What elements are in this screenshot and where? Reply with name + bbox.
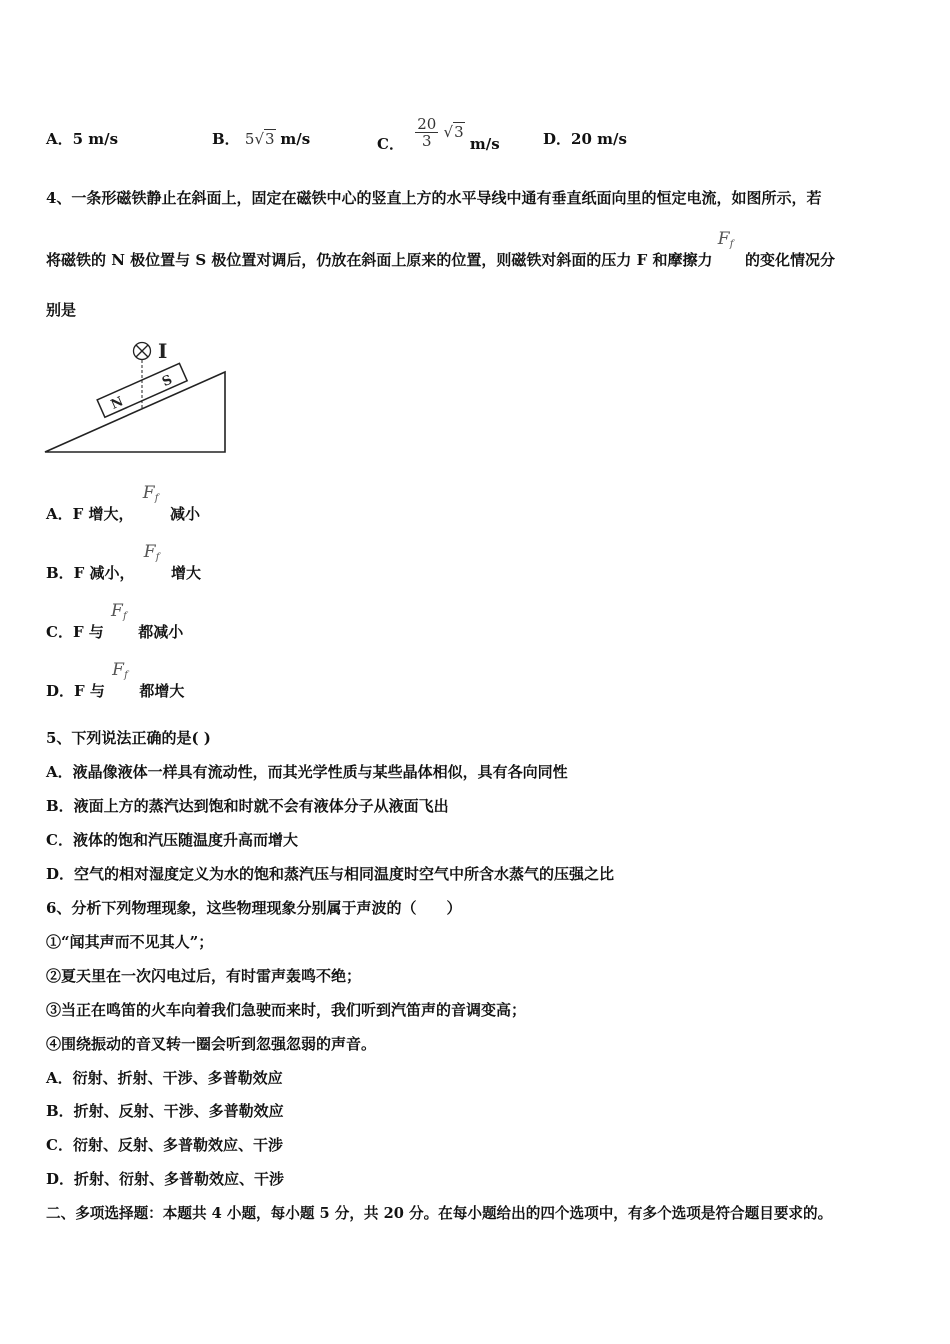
q6-stem: 6、分析下列物理现象，这些物理现象分别属于声波的（ ） bbox=[46, 899, 462, 917]
q5-stem: 5、下列说法正确的是( ) bbox=[46, 729, 211, 747]
q3-option-d: D．20 m/s bbox=[543, 130, 627, 148]
q3-option-b-unit: m/s bbox=[280, 130, 311, 148]
friction-force-symbol: F f bbox=[143, 542, 160, 563]
q3-option-c-denominator: 3 bbox=[421, 132, 432, 150]
q4-option-b-text-1: B．F 减小， bbox=[46, 564, 135, 582]
q6-item-2: ②夏天里在一次闪电过后，有时雷声轰鸣不绝； bbox=[46, 967, 362, 985]
q6-option-a: A．衍射、折射、干涉、多普勒效应 bbox=[46, 1069, 283, 1087]
q4-incline-magnet-diagram bbox=[44, 336, 234, 458]
q3-option-b-radicand: 3 bbox=[265, 130, 275, 148]
q6-item-3: ③当正在鸣笛的火车向着我们急驶而来时，我们听到汽笛声的音调变高； bbox=[46, 1001, 527, 1019]
friction-force-symbol: F f bbox=[111, 601, 127, 622]
current-label: I bbox=[158, 339, 168, 363]
q4-stem-line-3: 别是 bbox=[46, 301, 77, 319]
q4-option-d-text-1: D．F 与 bbox=[46, 682, 105, 700]
q3-option-a: A．5 m/s bbox=[46, 130, 119, 148]
q4-stem-line-2 bbox=[46, 229, 836, 270]
q6-option-d: D．折射、衍射、多普勒效应、干涉 bbox=[46, 1170, 285, 1188]
q4-option-d bbox=[46, 660, 185, 701]
q3-option-c-numerator: 20 bbox=[417, 115, 437, 133]
q4-option-c bbox=[46, 601, 184, 642]
q4-option-a-text-2: 减小 bbox=[169, 505, 200, 523]
magnet-pole-n: N bbox=[108, 394, 126, 413]
magnet-pole-s: S bbox=[160, 372, 175, 391]
q4-option-d-text-2: 都增大 bbox=[139, 682, 185, 700]
q4-option-a bbox=[46, 483, 200, 524]
q6-item-4: ④围绕振动的音叉转一圈会听到忽强忽弱的声音。 bbox=[46, 1035, 377, 1053]
q3-option-b-label: B． bbox=[212, 130, 240, 148]
q4-stem-line-2-text-b: 的变化情况分 bbox=[745, 251, 836, 269]
q4-option-b bbox=[46, 542, 202, 583]
q4-stem-line-1: 4、一条形磁铁静止在斜面上，固定在磁铁中心的竖直上方的水平导线中通有垂直纸面向里的恒定电流，如图所示，若 bbox=[46, 189, 822, 207]
q4-option-a-text-1: A．F 增大， bbox=[46, 505, 134, 523]
q4-stem-line-2-text-a: 将磁铁的 N 极位置与 S 极位置对调后，仍放在斜面上原来的位置，则磁铁对斜面的压力 F 和摩擦力 bbox=[46, 251, 713, 269]
q3-option-c-fraction bbox=[415, 116, 438, 149]
q3-option-b-coefficient: 5 bbox=[244, 130, 255, 148]
q4-option-c-text-2: 都减小 bbox=[138, 623, 184, 641]
q4-option-c-text-1: C．F 与 bbox=[46, 623, 104, 641]
q3-option-b-formula: 5√3 bbox=[244, 130, 275, 148]
q5-option-a: A．液晶像液体一样具有流动性，而其光学性质与某些晶体相似，具有各向同性 bbox=[46, 763, 568, 781]
q3-option-c bbox=[377, 104, 500, 153]
current-into-page-icon bbox=[134, 343, 151, 360]
friction-force-symbol: F f bbox=[142, 483, 159, 504]
q3-option-c-label: C． bbox=[377, 134, 404, 153]
q6-option-b: B．折射、反射、干涉、多普勒效应 bbox=[46, 1102, 284, 1120]
q6-item-1: ①“闻其声而不见其人”； bbox=[46, 933, 214, 951]
q3-option-c-radicand: 3 bbox=[454, 122, 464, 141]
q6-option-c: C．衍射、反射、多普勒效应、干涉 bbox=[46, 1136, 283, 1154]
q5-option-b: B．液面上方的蒸汽达到饱和时就不会有液体分子从液面飞出 bbox=[46, 797, 449, 815]
friction-force-symbol: F f bbox=[112, 660, 128, 681]
q5-option-d: D．空气的相对湿度定义为水的饱和蒸汽压与相同温度时空气中所含水蒸气的压强之比 bbox=[46, 865, 615, 883]
q4-option-b-text-2: 增大 bbox=[171, 564, 202, 582]
q5-option-c: C．液体的饱和汽压随温度升高而增大 bbox=[46, 831, 298, 849]
q3-option-b bbox=[212, 128, 310, 149]
q3-option-c-unit: m/s bbox=[469, 134, 500, 153]
q3-option-c-root: √3 bbox=[443, 122, 464, 141]
section-2-heading: 二、多项选择题：本题共 4 小题，每小题 5 分，共 20 分。在每小题给出的四个选项中，有多个选项是符合题目要求的。 bbox=[46, 1205, 833, 1222]
friction-force-symbol: F f bbox=[717, 229, 734, 250]
